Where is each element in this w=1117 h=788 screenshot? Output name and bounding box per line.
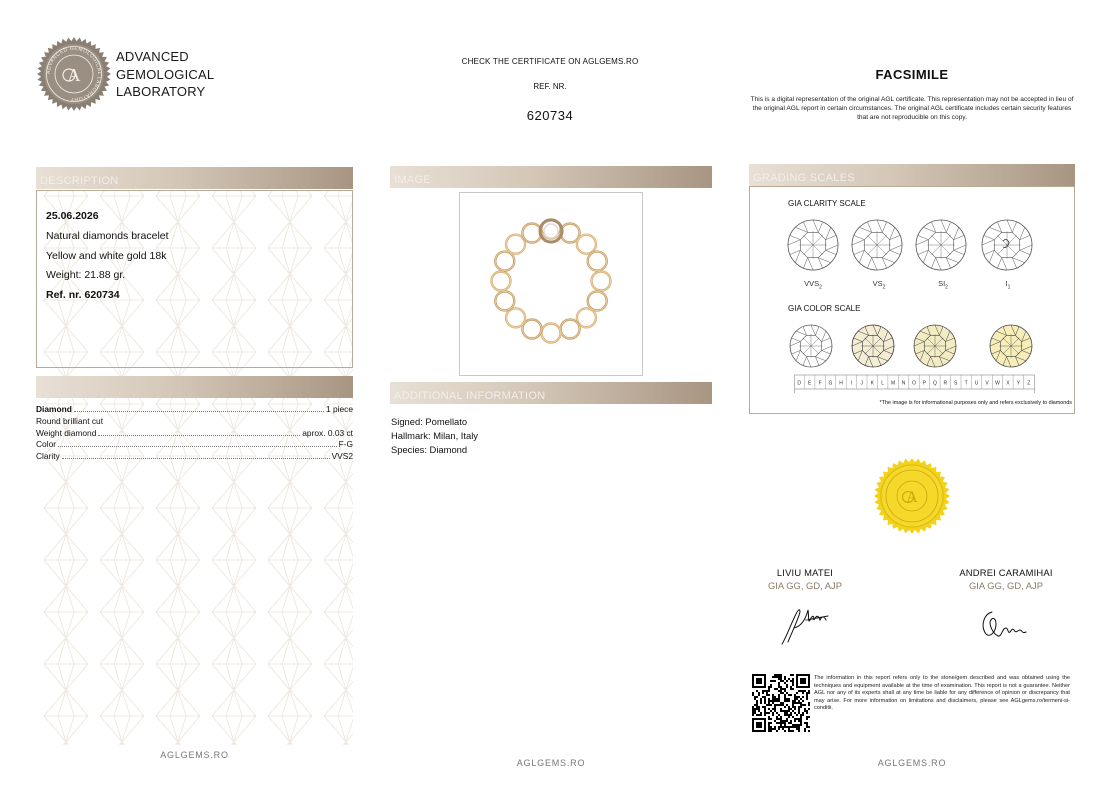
description-ref: Ref. nr. 620734: [46, 289, 120, 302]
svg-text:R: R: [943, 380, 948, 387]
svg-text:H: H: [839, 380, 843, 387]
signatory-2-title: GIA GG, GD, AJP: [969, 580, 1043, 591]
diamond-row-label: Diamond: [36, 404, 72, 414]
additional-info-bar: [390, 382, 712, 404]
product-image-frame: [459, 192, 643, 376]
diamond-row: [36, 404, 353, 416]
svg-text:F: F: [818, 380, 822, 387]
signature-1-image: [776, 598, 836, 650]
grading-image-note: *The image is for informational purposes only and refers exclusively to diamonds: [879, 400, 1072, 406]
signature-2-image: [978, 604, 1030, 644]
clarity-label-vvs: $VVS_2$: [804, 279, 822, 291]
color-scale-ruler: [794, 374, 1036, 394]
color-scale-title: GIA COLOR SCALE: [788, 304, 861, 313]
diamond-row: [36, 439, 353, 451]
grading-scales-title: GRADING SCALES: [753, 172, 856, 184]
description-section-bar: [36, 167, 353, 189]
clarity-label-i: $I_1$: [1005, 279, 1011, 291]
qr-code-icon[interactable]: [752, 674, 810, 732]
svg-text:T: T: [964, 380, 968, 387]
footer-website-right: AGLGEMS.RO: [877, 758, 947, 768]
lab-name: [116, 48, 214, 101]
disclaimer-text: The information in this report refers only to the stone/gem described and was obtained using the techniques and equipment available at the time of examination. This report is not a guarantee. Neither AGL nor any of its experts shall at any time be liable for any difference of opinion or discrepancy that may arise. For more information on limitations and disclaimers, please see AGLgems.ro/termeni-si-conditii.: [814, 675, 1070, 712]
clarity-diamonds: [785, 217, 1040, 273]
additional-info-title: ADDITIONAL INFORMATION: [394, 390, 546, 402]
check-certificate-text: CHECK THE CERTIFICATE ON AGLGEMS.RO: [461, 57, 639, 66]
additional-info-lines: [391, 415, 478, 457]
description-date: 25.06.2026: [46, 210, 99, 222]
clarity-label-si: $SI_2$: [938, 279, 948, 291]
svg-text:M: M: [891, 380, 896, 387]
description-weight: Weight: 21.88 gr.: [46, 269, 126, 282]
svg-text:Y: Y: [1016, 380, 1020, 387]
svg-text:O: O: [912, 380, 916, 387]
svg-text:G: G: [828, 380, 833, 387]
signatory-1-name: LIVIU MATEI: [776, 567, 834, 578]
gold-seal-icon: [873, 457, 951, 535]
additional-info-species: Species: Diamond: [391, 444, 468, 455]
image-section-bar: [390, 166, 712, 188]
facsimile-notice: This is a digital representation of the original AGL certificate. This representation may not be accepted in lieu of the original AGL report in certain circumstances. The original AGL certificate includes certain security features that are not reproducible on this copy.: [750, 96, 1074, 121]
ref-number-label: REF. NR.: [533, 82, 567, 91]
diamond-row-label: Color: [36, 439, 57, 450]
description-item: Natural diamonds bracelet: [46, 229, 169, 242]
svg-text:W: W: [995, 380, 1000, 387]
lab-name-line: GEMOLOGICAL: [116, 66, 215, 82]
grading-scales-bar: [749, 164, 1075, 186]
diamond-row: [36, 428, 353, 440]
svg-text:X: X: [1006, 380, 1010, 387]
additional-info-signed: Signed: Pomellato: [391, 416, 468, 427]
description-lines: [46, 207, 169, 306]
lab-name-line: ADVANCED: [116, 49, 189, 64]
bracelet-image: [460, 193, 642, 375]
svg-text:L: L: [881, 380, 885, 387]
ref-number-value: 620734: [526, 108, 574, 123]
svg-text:E: E: [808, 380, 812, 387]
svg-text:U: U: [974, 380, 979, 387]
svg-text:V: V: [985, 380, 989, 387]
footer-website-left: AGLGEMS.RO: [160, 750, 229, 760]
color-diamonds: [785, 322, 1040, 372]
svg-text:D: D: [797, 380, 802, 387]
svg-text:S: S: [954, 380, 958, 387]
diamond-row: [36, 451, 353, 463]
additional-info-hallmark: Hallmark: Milan, Italy: [391, 430, 478, 441]
signatory-2-name: ANDREI CARAMIHAI: [959, 567, 1053, 578]
diamond-row-value: aprox. 0.03 ct: [302, 427, 353, 438]
svg-text:K: K: [870, 380, 874, 387]
agl-logo-seal-icon: [36, 36, 112, 112]
description-material: Yellow and white gold 18k: [46, 249, 167, 262]
svg-text:P: P: [922, 380, 927, 387]
clarity-label-vs: $VS_2$: [872, 279, 886, 291]
diamond-row-label: Clarity: [36, 451, 60, 462]
image-title: IMAGE: [394, 174, 431, 186]
svg-text:I: I: [850, 380, 853, 387]
stone-section-bar: [36, 376, 353, 398]
svg-text:J: J: [860, 380, 864, 387]
diamond-row-label: Round brilliant cut: [36, 415, 104, 426]
diamond-row-value: 1 piece: [325, 404, 353, 414]
svg-text:N: N: [901, 380, 906, 387]
footer-website-middle: AGLGEMS.RO: [516, 758, 586, 768]
diamond-row: [36, 416, 353, 428]
svg-text:A: A: [67, 65, 81, 85]
diamond-row-value: F-G: [338, 439, 353, 450]
svg-text:Z: Z: [1027, 380, 1031, 387]
diamond-table: [36, 404, 353, 463]
svg-text:Q: Q: [932, 380, 937, 387]
seal-ring-text: ADVANCED GEMOLOGICAL LABORATORY: [45, 45, 103, 103]
facsimile-title: FACSIMILE: [875, 67, 949, 82]
svg-text:A: A: [906, 489, 918, 506]
lab-name-line: LABORATORY: [116, 84, 206, 99]
diamond-row-label: Weight diamond: [36, 427, 97, 438]
diamond-row-value: VVS2: [331, 451, 353, 462]
description-title: DESCRIPTION: [40, 175, 119, 187]
clarity-scale-title: GIA CLARITY SCALE: [788, 199, 866, 208]
signatory-1-title: GIA GG, GD, AJP: [768, 580, 842, 591]
